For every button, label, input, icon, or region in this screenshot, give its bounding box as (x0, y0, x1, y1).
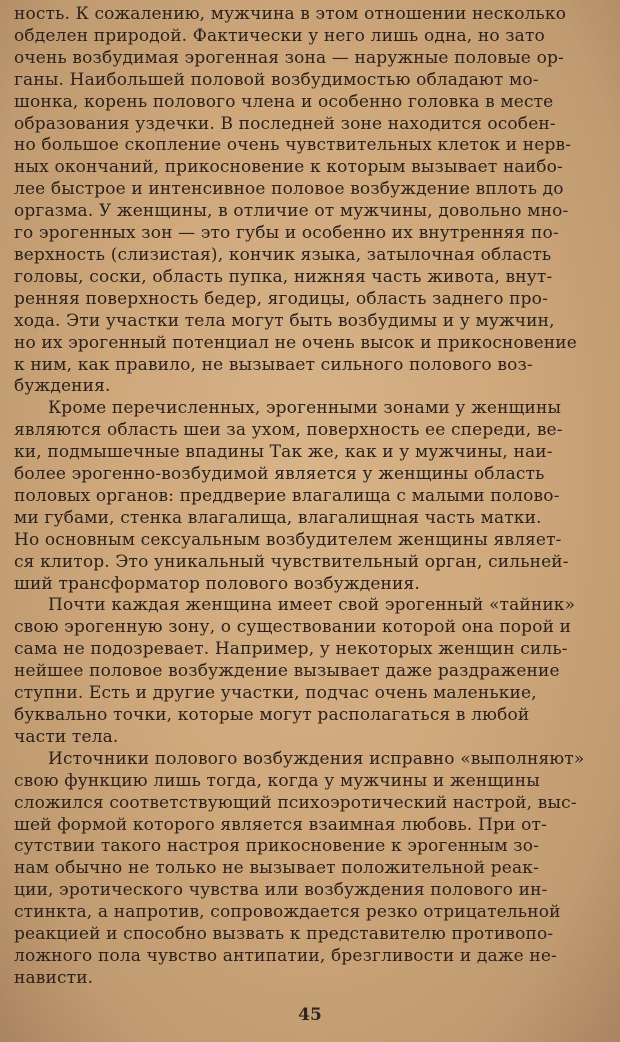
text-line: но большое скопление очень чувствительных клеток и нерв- (14, 135, 572, 156)
text-line: ганы. Наибольшей половой возбудимостью обладают мо- (14, 69, 539, 90)
text-line: половых органов: преддверие влагалища с малыми полово- (14, 485, 560, 506)
text-line: ность. К сожалению, мужчина в этом отношении несколько (14, 4, 567, 24)
text-line: шей формой которого является взаимная любовь. При от- (14, 814, 547, 835)
text-line: ки, подмышечные впадины Так же, как и у мужчины, наи- (14, 442, 553, 463)
text-line: части тела. (14, 726, 119, 747)
text-line: сложился соответствующий психоэротический настрой, выс- (14, 792, 577, 813)
text-line: нам обычно не только не вызывает положительной реак- (14, 858, 539, 879)
text-line: хода. Эти участки тела могут быть возбудимы и у мужчин, (14, 310, 555, 331)
text-line: ший трансформатор полового возбуждения. (14, 573, 420, 594)
text-line: обделен природой. Фактически у него лишь одна, но зато (14, 25, 545, 46)
text-line: буждения. (14, 376, 111, 397)
text-line: ступни. Есть и другие участки, подчас очень маленькие, (14, 683, 537, 704)
text-line: ренняя поверхность бедер, ягодицы, область заднего про- (14, 288, 548, 309)
text-line: Почти каждая женщина имеет свой эрогенный «тайник» (48, 595, 576, 616)
text-line: нейшее половое возбуждение вызывает даже раздражение (14, 661, 560, 682)
text-line: буквально точки, которые могут располагаться в любой (14, 705, 530, 725)
text-line: ции, эротического чувства или возбуждения полового ин- (14, 880, 548, 901)
text-body (14, 4, 610, 990)
text-line: к ним, как правило, не вызывает сильного полового воз- (14, 354, 533, 375)
text-line: Кроме перечисленных, эрогенными зонами у женщины (48, 398, 562, 419)
text-line: свою эрогенную зону, о существовании которой она порой и (14, 617, 572, 638)
text-line: очень возбудимая эрогенная зона — наружные половые ор- (14, 47, 564, 68)
text-line: реакцией и способно вызвать к представителю противопо- (14, 924, 554, 945)
text-line: верхность (слизистая), кончик языка, затылочная область (14, 244, 552, 265)
text-line: ся клитор. Это уникальный чувствительный орган, сильней- (14, 551, 569, 572)
text-line: но их эрогенный потенциал не очень высок и прикосновение (14, 332, 577, 353)
text-line: головы, соски, область пупка, нижняя часть живота, внут- (14, 266, 553, 287)
text-line: го эрогенных зон — это губы и особенно их внутренняя по- (14, 223, 559, 244)
text-line: ми губами, стенка влагалища, влагалищная часть матки. (14, 507, 542, 528)
text-line: шонка, корень полового члена и особенно головка в месте (14, 91, 554, 112)
text-line: Но основным сексуальным возбудителем женщины являет- (14, 529, 562, 550)
text-line: являются область шеи за ухом, поверхность ее спереди, ве- (14, 420, 563, 441)
page-number: 45 (298, 1005, 322, 1025)
text-line: лее быстрое и интенсивное половое возбуждение вплоть до (14, 179, 564, 200)
text-line: ложного пола чувство антипатии, брезгливости и даже не- (14, 945, 557, 966)
text-line: более эрогенно-возбудимой является у женщины область (14, 464, 545, 485)
text-line: сутствии такого настроя прикосновение к эрогенным зо- (14, 836, 539, 857)
text-line: сама не подозревает. Например, у некоторых женщин силь- (14, 639, 568, 660)
text-line: стинкта, а напротив, сопровождается резко отрицательной (14, 902, 561, 923)
text-line: нависти. (14, 967, 94, 988)
text-line: Источники полового возбуждения исправно «выполняют» (48, 748, 585, 769)
text-line: оргазма. У женщины, в отличие от мужчины, довольно мно- (14, 201, 569, 222)
text-line: ных окончаний, прикосновение к которым вызывает наибо- (14, 157, 563, 178)
text-line: образования уздечки. В последней зоне находится особен- (14, 113, 556, 134)
text-line: свою функцию лишь тогда, когда у мужчины и женщины (14, 770, 540, 791)
